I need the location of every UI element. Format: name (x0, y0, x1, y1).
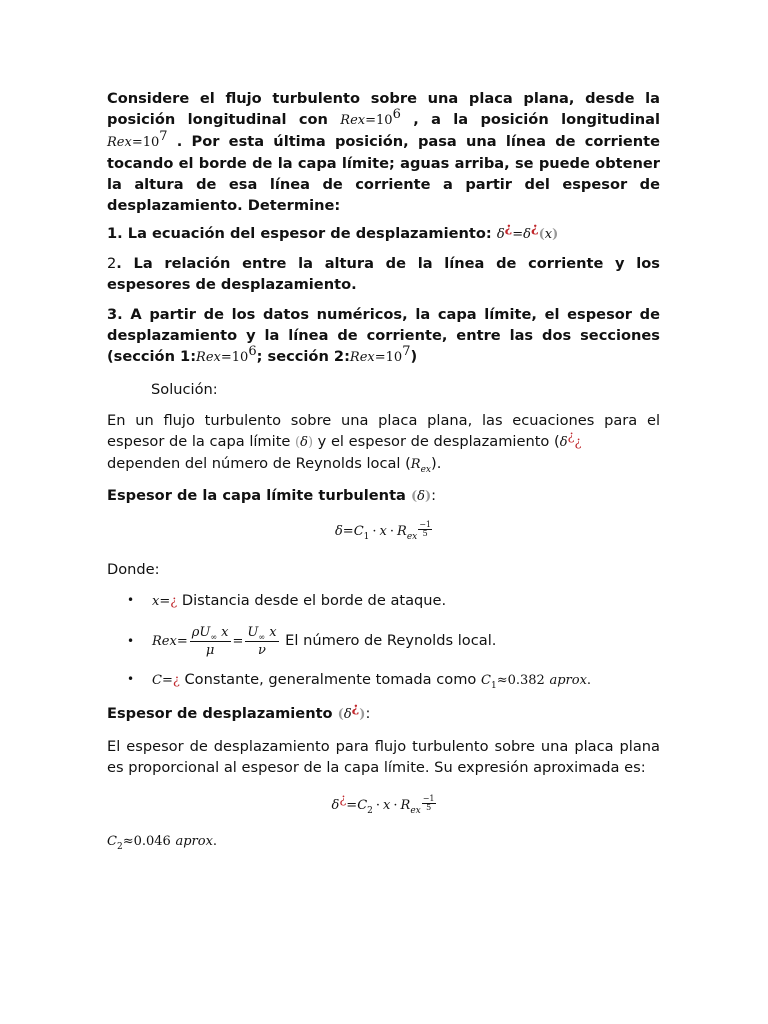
definitions-list (107, 590, 660, 691)
exponent-neg-fifth: $\frac{-1}{5}$ (422, 794, 435, 812)
question-3: 3. A partir de los datos numéricos, la capa límite, el espesor de desplazamiento y la línea de corriente, entre las dos secciones (sección $1:Rex=10^6$; sección $2:Rex=10^7$) (107, 306, 660, 365)
equation-delta: $\delta=C_1 \cdot x \cdot R_{ex}$ $\frac{-1}{5}$ (334, 520, 432, 542)
c2-value: $C_2\approx 0.046$ aprox. (107, 834, 218, 852)
intro-text-2: , a la posición longitudinal (400, 111, 660, 128)
list-item: • Rex= $\frac{\rho U_\infty x}{\mu}$ = $\frac{U_\infty x}{\nu}$ El número de Reynolds local. (107, 622, 660, 661)
displacement-description: El espesor de desplazamiento para flujo turbulento sobre una placa plana es proporcional al espesor de la capa límite. Su expresión aproximada es: (107, 738, 660, 776)
document-page (107, 88, 660, 852)
list-item: • C=¿ Constante, generalmente tomada como $C_1\approx 0.382$ aprox. (107, 669, 660, 691)
question-1: 1. La ecuación del espesor de desplazamiento: δ¿=δ¿(x) (107, 221, 559, 242)
solucion-label: Solución: (151, 381, 218, 398)
list-item: • x=¿ Distancia desde el borde de ataque. (107, 590, 660, 612)
equation-delta-star: $\delta^¿=C_2 \cdot x \cdot R_{ex}$ $\frac{-1}{5}$ (331, 792, 435, 816)
rex-1: Rex (340, 113, 366, 128)
intro-text-3: . Por esta última posición, pasa una línea de corriente tocando el borde de la capa límite; aguas arriba, se puede obtener la altura de esa línea de corriente a partir del espesor de desplazamiento. Determine: (107, 133, 660, 214)
heading-boundary-layer: Espesor de la capa límite turbulenta (δ): (107, 487, 437, 504)
donde-label: Donde: (107, 561, 160, 578)
question-2: 2. La relación entre la altura de la línea de corriente y los espesores de desplazamiento. (107, 255, 660, 293)
fraction-u-x-nu: $\frac{U_\infty x}{\nu}$ (247, 624, 277, 658)
rex-2: Rex (107, 135, 132, 150)
fraction-rho-u-x-mu: $\frac{\rho U_\infty x}{\mu}$ (191, 624, 229, 658)
intro-text-1: Considere el flujo turbulento sobre una placa plana, desde la posición longitudinal con (107, 90, 660, 128)
problem-statement: Considere el flujo turbulento sobre una placa plana, desde la posición longitudinal con $Rex=10^6$ , a la posición longitudinal $Rex=10^7$ . Por esta última posición, pasa una línea de corriente tocando el borde de la capa límite; aguas arriba, se puede obtener la altura de esa línea de corriente a partir del espesor de desplazamiento. Determine: (107, 90, 660, 214)
heading-displacement: Espesor de desplazamiento (δ¿): (107, 701, 371, 722)
exponent-neg-fifth: $\frac{-1}{5}$ (419, 520, 432, 538)
solution-intro: En un flujo turbulento sobre una placa plana, las ecuaciones para el espesor de la capa límite (δ) y el espesor de desplazamiento (δ¿¿ dependen del número de Reynolds local $(R_{ex})$. (107, 412, 660, 475)
